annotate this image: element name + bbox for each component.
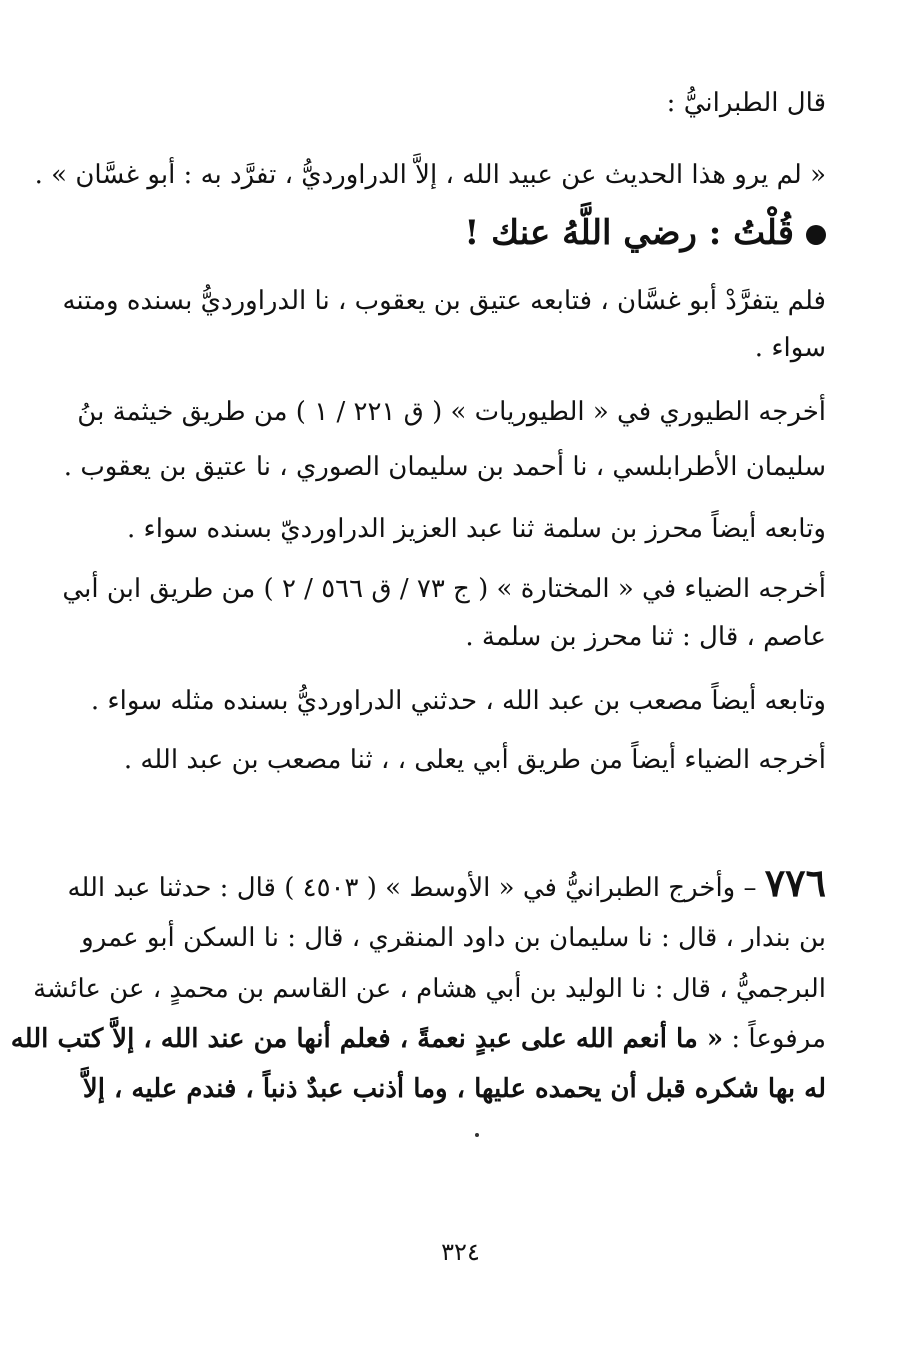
text-line: أخرجه الطيوري في « الطيوريات » ( ق ٢٢١ / ١ ) من طريق خيثمة بنُ (77, 397, 826, 427)
hadith-number: ٧٧٦ (764, 860, 826, 905)
text-line: « لم يرو هذا الحديث عن عبيد الله ، إلاَّ الدراورديُّ ، تفرَّد به : أبو غسَّان » . (34, 160, 826, 190)
print-speck (475, 1133, 479, 1137)
page-number: ٣٢٤ (441, 1238, 480, 1266)
bullet-icon (806, 225, 826, 245)
text-line: وتابعه أيضاً مصعب بن عبد الله ، حدثني الدراورديُّ بسنده مثله سواء . (90, 686, 826, 716)
hadith-text: له بها شكره قبل أن يحمده عليها ، وما أذنب عبدٌ ذنباً ، فندم عليه ، إلاَّ (82, 1074, 826, 1104)
text-line: فلم يتفرَّدْ أبو غسَّان ، فتابعه عتيق بن يعقوب ، نا الدراورديُّ بسنده ومتنه (62, 286, 826, 316)
text-line: سواء . (754, 333, 826, 363)
text-line: أخرجه الضياء في « المختارة » ( ج ٧٣ / ق ٥٦٦ / ٢ ) من طريق ابن أبي (62, 574, 826, 604)
marfu-label: مرفوعاً : (731, 1024, 826, 1054)
hadith-text: « ما أنعم الله على عبدٍ نعمةً ، فعلم أنها من عند الله ، إلاَّ كتب الله (10, 1024, 724, 1054)
text-line: البرجميُّ ، قال : نا الوليد بن أبي هشام ، عن القاسم بن محمدٍ ، عن عائشة (33, 974, 826, 1004)
hadith-intro: – وأخرج الطبرانيُّ في « الأوسط » ( ٤٥٠٣ ) قال : حدثنا عبد الله (67, 873, 757, 903)
text-line: قال الطبرانيُّ : (666, 88, 826, 118)
section-heading (101, 210, 826, 256)
text-line: أخرجه الضياء أيضاً من طريق أبي يعلى ، ، ثنا مصعب بن عبد الله . (123, 745, 826, 775)
text-line: سليمان الأطرابلسي ، نا أحمد بن سليمان الصوري ، نا عتيق بن يعقوب . (63, 452, 826, 482)
hadith-first-line (67, 860, 826, 905)
text-line: عاصم ، قال : ثنا محرز بن سلمة . (465, 622, 826, 652)
text-line (10, 1022, 826, 1056)
heading-text: قُلْتُ : رضي اللَّهُ عنك ! (464, 213, 794, 253)
text-line: بن بندار ، قال : نا سليمان بن داود المنقري ، قال : نا السكن أبو عمرو (81, 923, 826, 953)
text-line: وتابعه أيضاً محرز بن سلمة ثنا عبد العزيز الدراورديّ بسنده سواء . (127, 514, 826, 544)
